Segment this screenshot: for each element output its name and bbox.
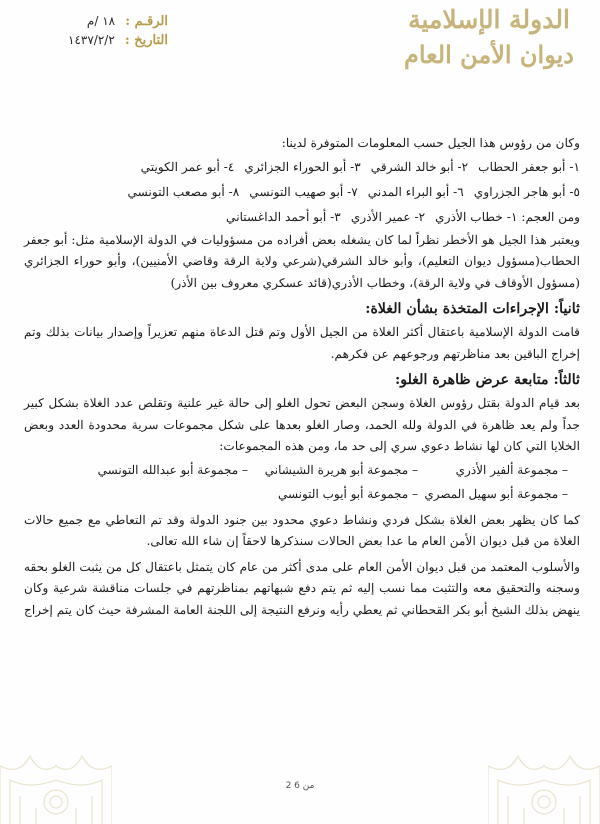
paragraph-4: كما كان يظهر بعض الغلاة بشكل فردي ونشاط دعوي محدود بين جنود الدولة وقد تم التعاطي مع جميع حالات الغلاة من قبل ديوان الأمن العام ما عدا بعض الحالات سنذكرها لاحقاً إن شاء الله تعالى. — [24, 512, 580, 548]
page-number: 2 من 6 — [285, 781, 315, 791]
list-item: ٥- أبو هاجر الجزراوي — [473, 184, 580, 199]
list-item: ٢- أبو خالد الشرقي — [370, 159, 469, 174]
list-item: ١- أبو جعفر الحطاب — [478, 159, 580, 174]
paragraph-3: بعد قيام الدولة بقتل رؤوس الغلاة وسجن البعض تحول الغلو إلى حالة غير علنية وتقلص عدد الغلاة بشكل كبير جداً ولم يعد ظاهرة في الدولة ولله الحمد، وصار الغلو بعدها على شكل مجموعات سرية محدودة العدد وبعض الخلايا التي كان لها نشاط دعوي سري إلى حد ما، ومن هذه المجموعات: — [24, 396, 580, 453]
list-item: ٨- أبو مصعب التونسي — [127, 184, 240, 199]
date-label: التاريخ : — [124, 33, 168, 48]
groups-list-row-1 — [24, 458, 580, 482]
document-body — [24, 133, 580, 621]
list-item: ٣- أبو أحمد الداغستاني — [226, 209, 341, 224]
list-item: ٢- عمير الأذري — [350, 209, 426, 224]
list-item: ٦- أبو البراء المدني — [367, 184, 464, 199]
group-item: – مجموعة أبو أيوب التونسي — [277, 486, 418, 501]
paragraph-1: ويعتبر هذا الجيل هو الأخطر نظراً لما كان يشغله بعض أفراده من مسؤوليات في الدولة الإسلامية مثل: أبو جعفر الحطاب(مسؤول ديوان التعليم)، وأبو خالد الشرقي(شرعي ولاية الرقة وقاضي الأمنيين)، وأبو حوراء الجزائري (مسؤول الأوقاف في ولاية الرقة)، وخطاب الأذري(قائد عسكري معروف بين الأذر) — [24, 232, 580, 290]
document-meta — [18, 12, 168, 50]
list-item: ٤- أبو عمر الكويتي — [140, 159, 235, 174]
members-list-row-2 — [24, 180, 580, 205]
number-value: ١٨ /م — [86, 14, 116, 28]
paragraph-5: والأسلوب المعتمد من قبل ديوان الأمن العام على مدى أكثر من عام كان يتمثل باعتقال كل من يثبت الغلو بحقه وسجنه والتحقيق معه والتثبت مما نسب إليه ثم يتم دفع شبهاتهم بمناظرتهم في جلسات مناقشة شرعية وكان ينهض بذلك الشيخ أبو بكر القحطاني ثم يعطي رأيه ونرفع النتيجة إلى اللجنة العامة المشرفة حيث كان يتم إخراج — [24, 559, 580, 617]
logo-line-2: ديوان الأمن العام — [404, 40, 574, 69]
paragraph-2: قامت الدولة الإسلامية باعتقال أكثر الغلاة من الجيل الأول وتم قتل الدعاة منهم تعزيراً وإصدار بيانات بذلك وتم إخراج الباقين بعد مناظرتهم ورجوعهم عن فكرهم. — [24, 325, 580, 361]
date-value: ١٤٣٧/٢/٢ — [68, 33, 115, 47]
date-row — [18, 31, 168, 50]
intro-paragraph: وكان من رؤوس هذا الجيل حسب المعلومات المتوفرة لدينا: — [281, 136, 580, 150]
groups-list-row-2 — [24, 482, 580, 506]
group-item: – مجموعة أبو هريرة الشيشاني — [264, 462, 418, 477]
members-list-row-1 — [24, 155, 580, 180]
group-item: – مجموعة أبو سهيل المصري — [424, 486, 568, 501]
list-item: ٣- أبو الحوراء الجزائري — [244, 159, 361, 174]
members-list-row-3 — [24, 205, 580, 230]
logo-line-1: الدولة الإسلامية — [408, 5, 570, 34]
heading-section-2: ثانياً: الإجراءات المتخذة بشأن الغلاة: — [365, 301, 580, 317]
list-item: ومن العجم: ١- خطاب الأذري — [435, 209, 580, 224]
group-item: – مجموعة أبو عبدالله التونسي — [97, 462, 248, 477]
heading-section-3: ثالثاً: متابعة عرض ظاهرة الغلو: — [395, 372, 580, 388]
number-row — [18, 12, 168, 31]
letterhead-logo — [404, 2, 574, 88]
list-item: ٧- أبو صهيب التونسي — [249, 184, 358, 199]
number-label: الرقـم : — [125, 14, 168, 29]
group-item: – مجموعة ألفير الأذري — [455, 462, 568, 477]
